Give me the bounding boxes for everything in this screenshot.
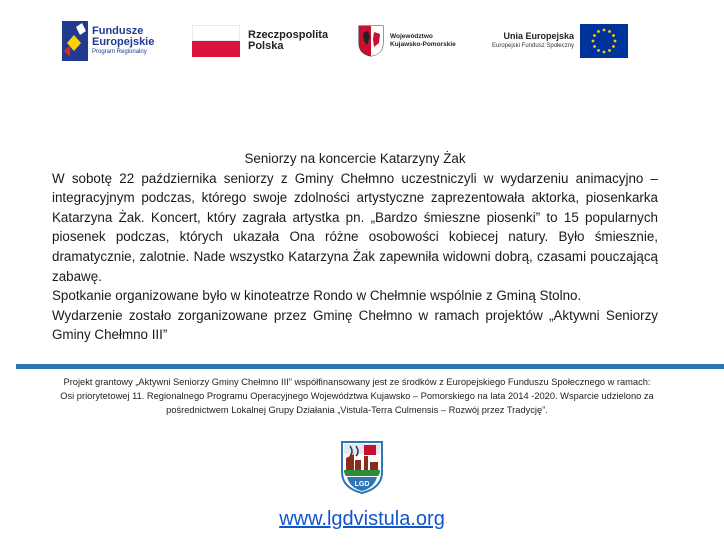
fe-line1: Fundusze — [92, 25, 144, 37]
kp-line1: Województwo — [390, 33, 433, 40]
fe-sub: Program Regionalny — [92, 49, 147, 55]
lgd-label: LGD — [354, 481, 370, 488]
article-paragraph-3: Wydarzenie zostało zorganizowane przez Gminę Chełmno w ramach projektów „Aktywni Seniorzy Gminy Chełmno III” — [52, 307, 658, 343]
rzeczpospolita-polska-logo — [192, 16, 328, 66]
article-paragraph-1: W sobotę 22 października seniorzy z Gminy Chełmno uczestniczyli w wydarzeniu animacyjno – integracyjnym podczas, którego swoje zdolności artystyczne zaprezentowała aktorka, piosenkarka Katarzyna Żak. Koncert, który zagrała artystka pn. „Bardzo śmieszne piosenki” to 15 popularnych piosenek podczas, których ukazała Ona różne osobowości kobiecej natury. Było śmiesznie, dramatycznie, zalotnie. Nade wszystko Katarzyna Żak zapewniła widowni dobrą, czasami pouczającą zabawę. — [52, 170, 658, 284]
rp-line1: Rzeczpospolita — [248, 29, 329, 41]
eu-flag-icon — [580, 24, 628, 58]
coat-of-arms-icon — [358, 25, 384, 57]
footer-note: Projekt grantowy „Aktywni Seniorzy Gminy Chełmno III” współfinansowany jest ze środków z Europejskiego Funduszu Społecznego w ramach: Osi priorytetowej 11. Regionalnego Programu Operacyjnego Województwa Kujawsko – Pomorskiego na lata 2014 -2020. Wsparcie udzielono za pośrednictwem Lokalnej Grupy Działania „Vistula-Terra Culmensis – Rozwój przez Tradycję”. — [60, 377, 654, 415]
fundusze-europejskie-logo — [62, 16, 154, 66]
unia-europejska-logo — [492, 16, 628, 66]
kp-line2: Kujawsko-Pomorskie — [390, 41, 456, 48]
polish-flag-icon — [192, 25, 240, 57]
article-title: Seniorzy na koncercie Katarzyny Żak — [244, 151, 466, 166]
logo-bar — [0, 16, 724, 66]
fe-line2: Europejskie — [92, 36, 155, 48]
divider — [16, 364, 724, 369]
eu-line1: Unia Europejska — [503, 31, 575, 41]
wojewodztwo-kujawsko-pomorskie-logo — [358, 16, 456, 66]
website-link[interactable]: www.lgdvistula.org — [279, 508, 445, 530]
eu-sub: Europejski Fundusz Społeczny — [492, 43, 575, 49]
rp-line2: Polska — [248, 40, 284, 52]
fe-star-icon — [62, 21, 88, 61]
article — [52, 149, 658, 345]
article-paragraph-2: Spotkanie organizowane było w kinoteatrze Rondo w Chełmnie wspólnie z Gminą Stolno. — [52, 288, 582, 304]
lgd-logo — [340, 440, 384, 495]
